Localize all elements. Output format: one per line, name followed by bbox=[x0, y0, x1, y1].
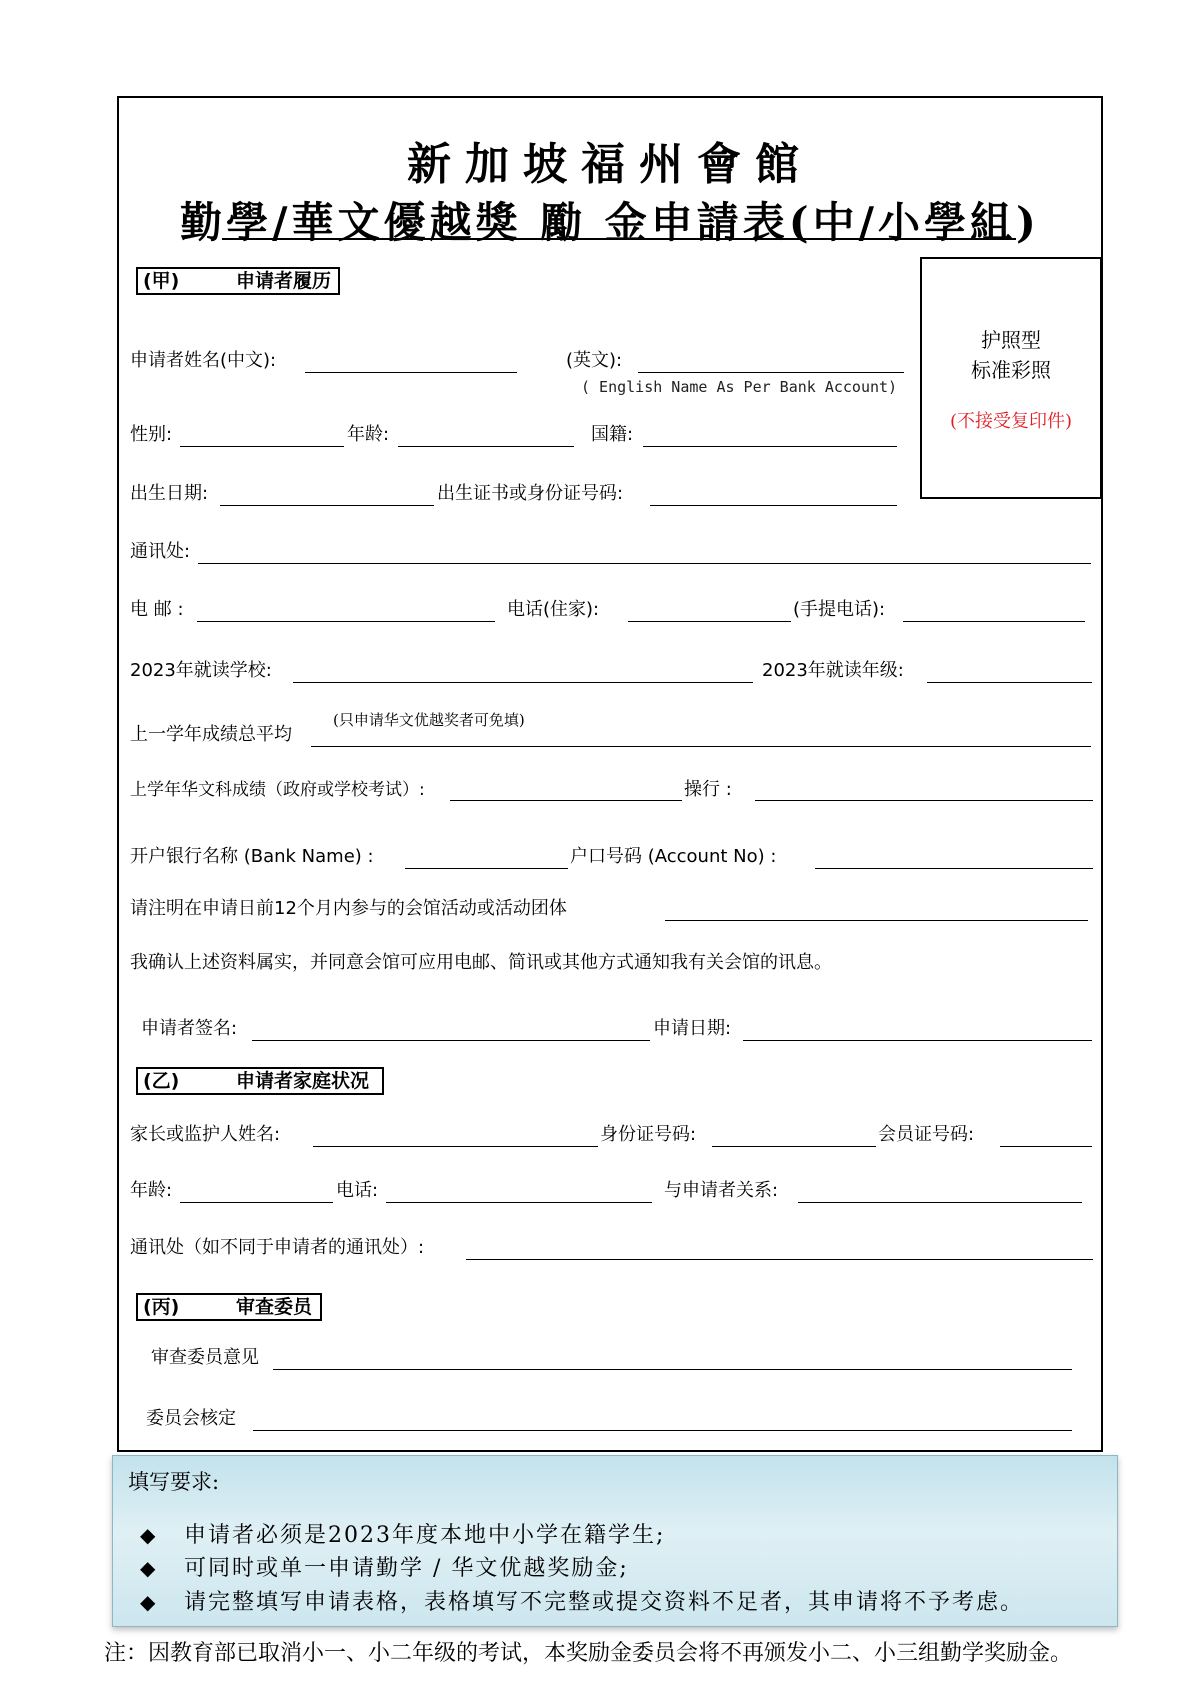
gpa-label: 上一学年成绩总平均 bbox=[130, 724, 292, 745]
gpa-note: (只申请华文优越奖者可免填) bbox=[333, 711, 525, 729]
nationality-label: 国籍: bbox=[591, 424, 634, 445]
name-cn-field[interactable] bbox=[305, 372, 517, 373]
declaration-text: 我确认上述资料属实，并同意会馆可应用电邮、简讯或其他方式通知我有关会馆的讯息。 bbox=[130, 952, 832, 973]
diamond-bullet-icon: ◆ bbox=[140, 1556, 158, 1580]
requirement-item bbox=[140, 1585, 1024, 1616]
opinion-label: 审查委员意见 bbox=[151, 1347, 259, 1368]
requirement-item bbox=[140, 1551, 629, 1582]
photo-box[interactable] bbox=[920, 257, 1102, 499]
section-a-tag: (甲) bbox=[143, 270, 180, 292]
email-field[interactable] bbox=[197, 621, 495, 622]
decision-label: 委员会核定 bbox=[146, 1408, 236, 1429]
member-label: 会员证号码: bbox=[878, 1124, 975, 1145]
section-c-name: 审查委员 bbox=[236, 1296, 313, 1318]
name-en-hint: ( English Name As Per Bank Account) bbox=[581, 378, 898, 396]
nationality-field[interactable] bbox=[643, 446, 897, 447]
decision-field[interactable] bbox=[253, 1430, 1072, 1431]
guardian-field[interactable] bbox=[313, 1146, 598, 1147]
activity-field[interactable] bbox=[665, 920, 1088, 921]
name-cn-label: 申请者姓名(中文): bbox=[130, 350, 277, 371]
home-phone-label: 电话(住家): bbox=[507, 599, 600, 620]
chinese-score-label: 上学年华文科成绩（政府或学校考试）: bbox=[130, 780, 425, 800]
guardian-age-field[interactable] bbox=[180, 1202, 333, 1203]
id-field[interactable] bbox=[650, 505, 897, 506]
guardian-id-field[interactable] bbox=[712, 1146, 876, 1147]
requirements-title: 填写要求: bbox=[128, 1470, 220, 1494]
conduct-label: 操行 : bbox=[684, 779, 732, 800]
section-a-header bbox=[136, 267, 340, 295]
date-field[interactable] bbox=[743, 1040, 1092, 1041]
date-label: 申请日期: bbox=[653, 1018, 732, 1039]
guardian-address-label: 通讯处（如不同于申请者的通讯处）: bbox=[130, 1237, 425, 1258]
grade-label: 2023年就读年级: bbox=[762, 660, 904, 681]
relation-label: 与申请者关系: bbox=[664, 1180, 779, 1201]
org-title: 新加坡福州會館 bbox=[407, 139, 813, 190]
guardian-label: 家长或监护人姓名: bbox=[130, 1124, 281, 1145]
name-en-field[interactable] bbox=[638, 372, 904, 373]
name-en-label: (英文): bbox=[566, 350, 623, 371]
section-b-name: 申请者家庭状况 bbox=[236, 1070, 370, 1092]
age-field[interactable] bbox=[398, 446, 574, 447]
section-b-tag: (乙) bbox=[143, 1070, 180, 1092]
signature-label: 申请者签名: bbox=[141, 1018, 238, 1039]
section-b-header bbox=[136, 1067, 384, 1095]
signature-field[interactable] bbox=[252, 1040, 650, 1041]
opinion-field[interactable] bbox=[273, 1369, 1072, 1370]
bank-name-label: 开户银行名称 (Bank Name) : bbox=[130, 846, 374, 867]
chinese-score-field[interactable] bbox=[450, 800, 682, 801]
school-field[interactable] bbox=[293, 682, 753, 683]
gender-field[interactable] bbox=[180, 446, 344, 447]
photo-box-note: (不接受复印件) bbox=[949, 411, 1073, 432]
form-title: 勤學/華文優越獎 勵 金申請表(中/小學組) bbox=[180, 198, 1040, 247]
section-c-header bbox=[136, 1293, 322, 1321]
guardian-phone-label: 电话: bbox=[336, 1180, 379, 1201]
mobile-label: (手提电话): bbox=[793, 599, 886, 620]
guardian-address-field[interactable] bbox=[466, 1259, 1093, 1260]
id-label: 出生证书或身份证号码: bbox=[437, 483, 624, 504]
mobile-field[interactable] bbox=[903, 621, 1085, 622]
home-phone-field[interactable] bbox=[628, 621, 791, 622]
footnote: 注：因教育部已取消小一、小二年级的考试，本奖励金委员会将不再颁发小二、小三组勤学奖励金。 bbox=[104, 1641, 1073, 1666]
guardian-id-label: 身份证号码: bbox=[600, 1124, 697, 1145]
account-field[interactable] bbox=[815, 868, 1093, 869]
grade-field[interactable] bbox=[927, 682, 1092, 683]
gpa-field[interactable] bbox=[311, 746, 1091, 747]
activity-label: 请注明在申请日前12个月内参与的会馆活动或活动团体 bbox=[130, 898, 567, 919]
guardian-age-label: 年龄: bbox=[130, 1180, 173, 1201]
relation-field[interactable] bbox=[798, 1202, 1082, 1203]
school-label: 2023年就读学校: bbox=[130, 660, 272, 681]
requirement-item bbox=[140, 1518, 665, 1549]
member-field[interactable] bbox=[1000, 1146, 1092, 1147]
address-field[interactable] bbox=[198, 563, 1091, 564]
diamond-bullet-icon: ◆ bbox=[140, 1590, 158, 1614]
requirement-text: 请完整填写申请表格，表格填写不完整或提交资料不足者，其申请将不予考虑。 bbox=[184, 1590, 1025, 1615]
section-c-tag: (丙) bbox=[143, 1296, 180, 1318]
bank-name-field[interactable] bbox=[405, 868, 568, 869]
dob-field[interactable] bbox=[220, 505, 434, 506]
guardian-phone-field[interactable] bbox=[386, 1202, 652, 1203]
conduct-field[interactable] bbox=[755, 800, 1093, 801]
title-underline bbox=[222, 238, 1016, 240]
section-a-name: 申请者履历 bbox=[236, 270, 332, 292]
address-label: 通讯处: bbox=[130, 541, 191, 562]
photo-box-line2: 标准彩照 bbox=[971, 358, 1051, 382]
diamond-bullet-icon: ◆ bbox=[140, 1523, 158, 1547]
age-label: 年龄: bbox=[347, 424, 390, 445]
requirement-text: 可同时或单一申请勤学 / 华文优越奖励金; bbox=[184, 1556, 629, 1581]
requirement-text: 申请者必须是2023年度本地中小学在籍学生; bbox=[184, 1523, 666, 1548]
gender-label: 性别: bbox=[130, 424, 173, 445]
dob-label: 出生日期: bbox=[130, 483, 209, 504]
account-label: 户口号码 (Account No) : bbox=[570, 846, 777, 867]
photo-box-line1: 护照型 bbox=[981, 328, 1041, 352]
email-label: 电 邮 : bbox=[130, 599, 184, 620]
